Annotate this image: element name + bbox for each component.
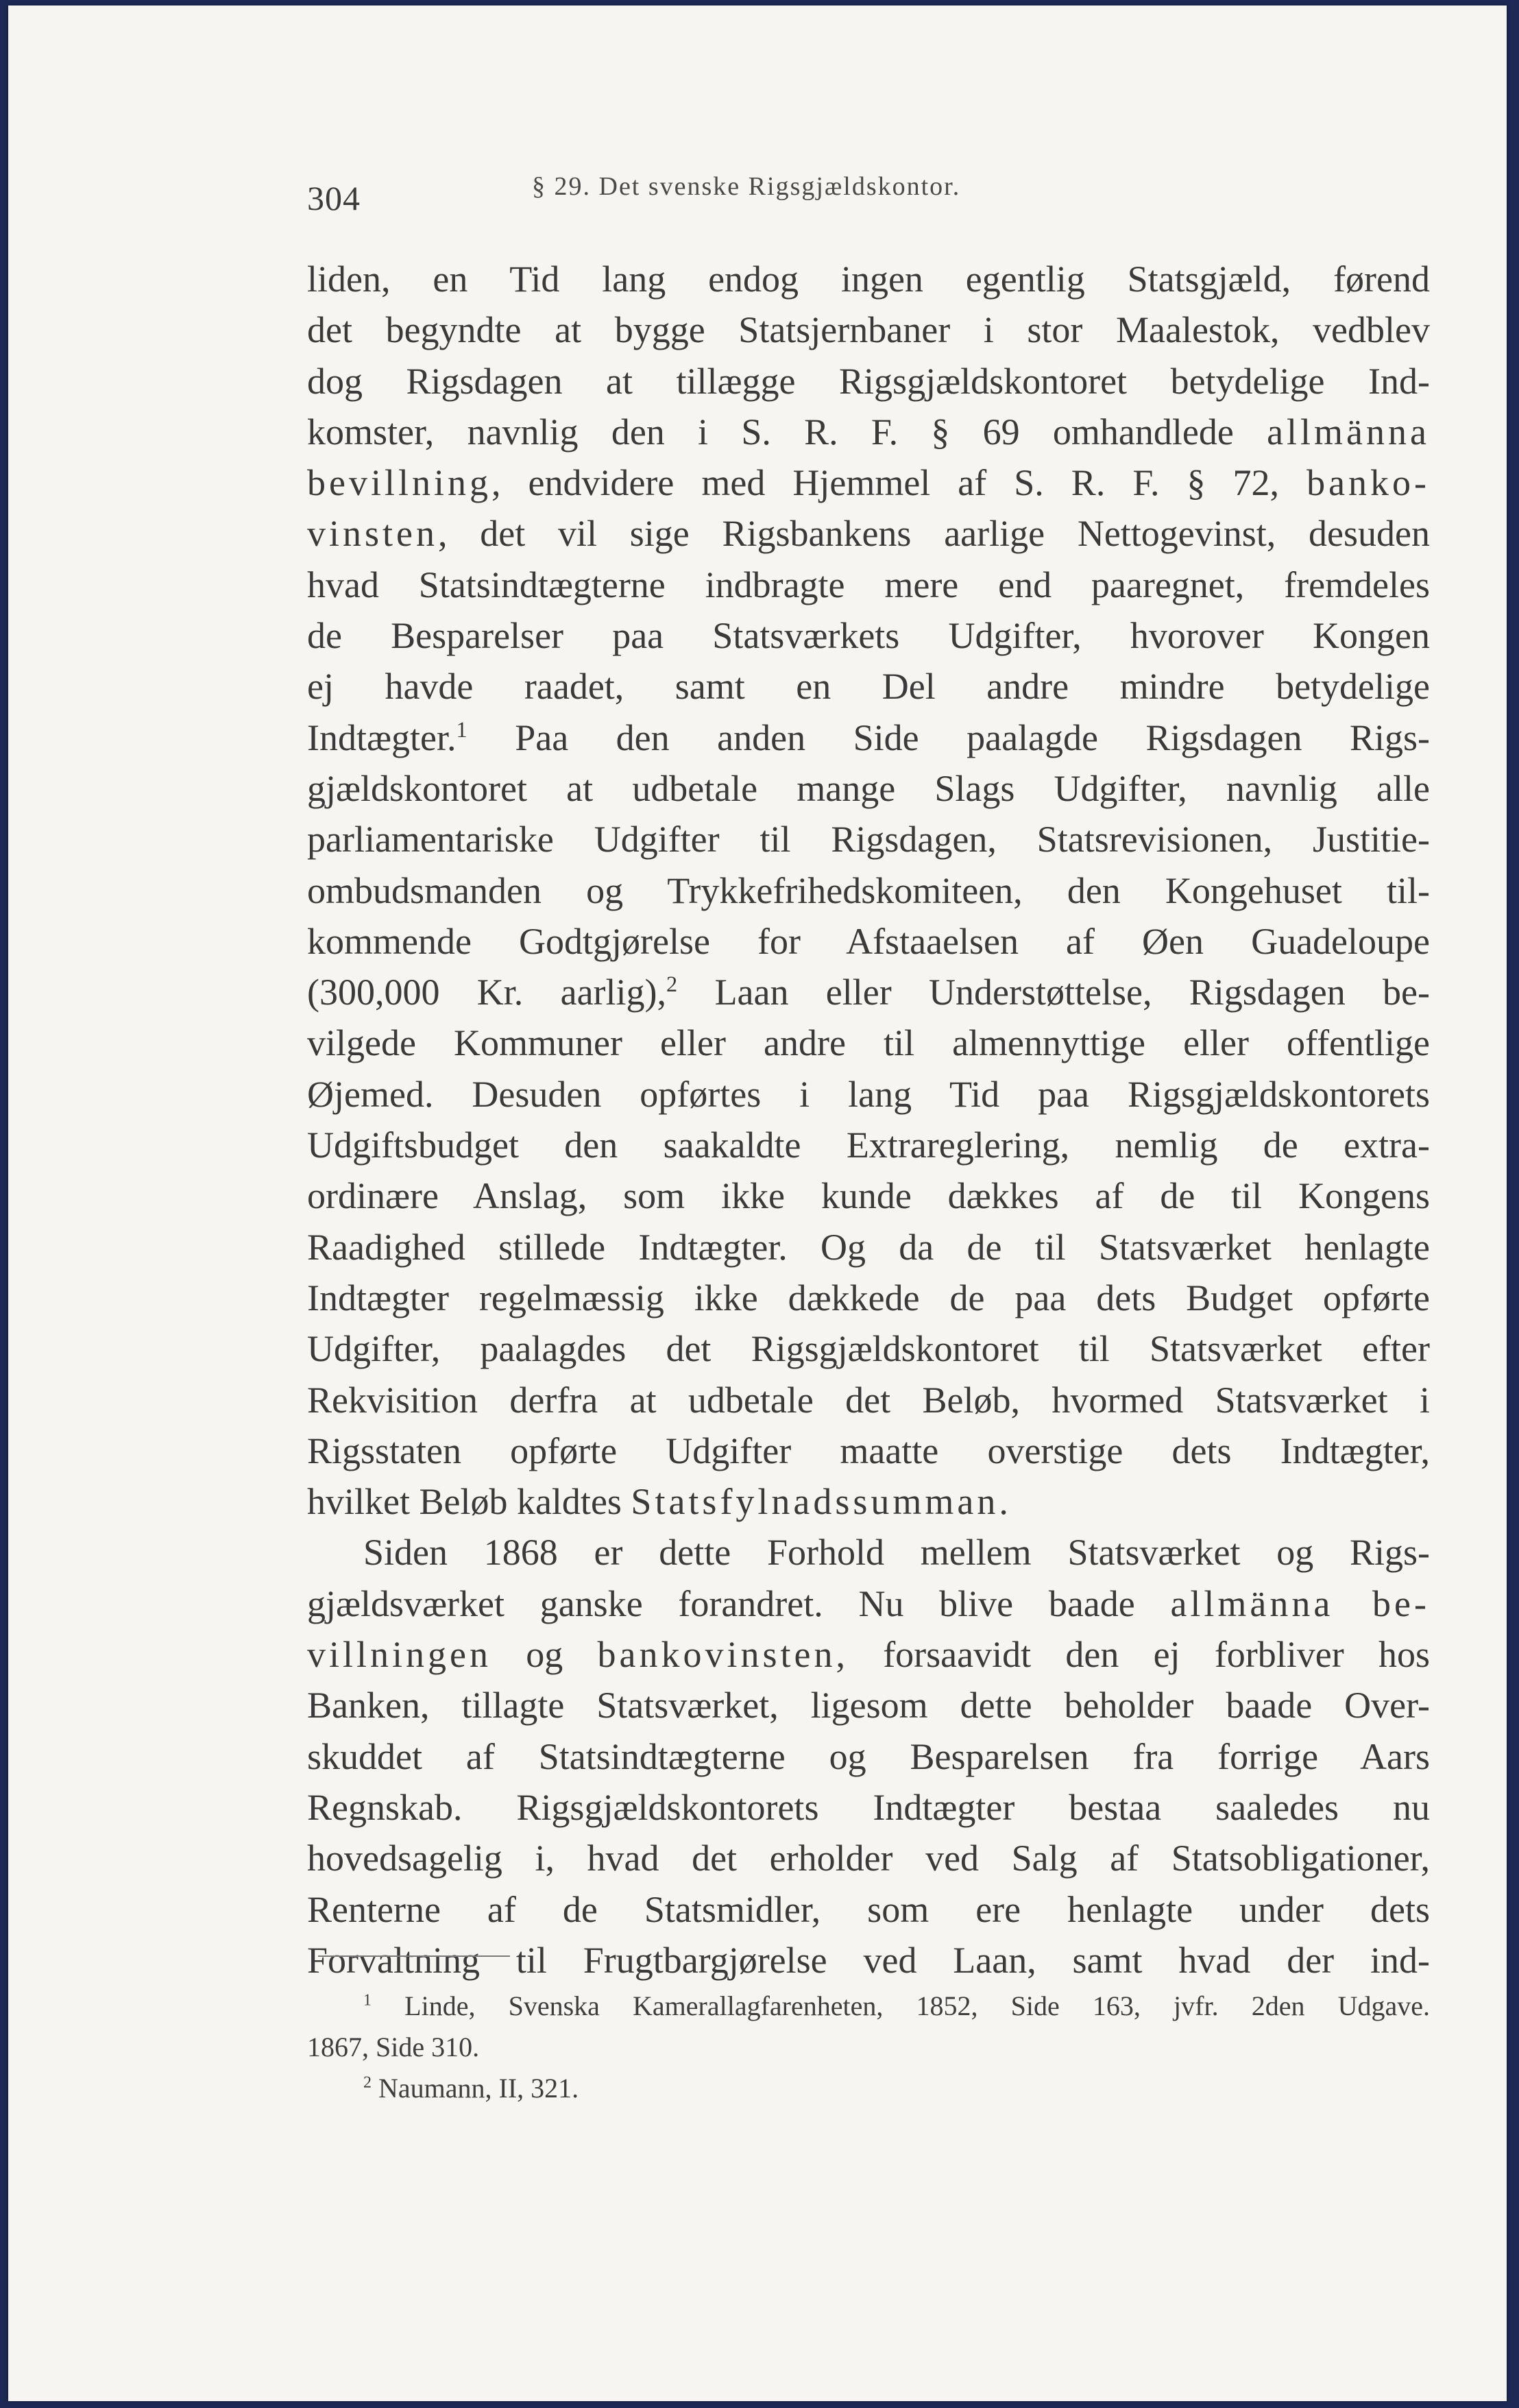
text-line: Udgiftsbudget den saakaldte Extrareglering, nemlig de extra- xyxy=(307,1124,1430,1166)
footnote-2 xyxy=(307,2068,1430,2109)
footnote-text: Linde, Svenska Kamerallagfarenheten, 1852, Side 163, jvfr. 2den Udgave. xyxy=(404,1990,1430,2021)
footnote-1-continued: 1867, Side 310. xyxy=(307,2032,480,2062)
text-segment: Paa den anden Side paalagde Rigsdagen Rigs- xyxy=(515,717,1430,758)
text-segment: Indtægter. xyxy=(307,717,457,758)
text-line: det begyndte at bygge Statsjernbaner i stor Maalestok, vedblev xyxy=(307,309,1430,351)
text-segment: , endvidere med Hjemmel af S. R. F. § 72, xyxy=(491,462,1280,504)
text-line: Raadighed stillede Indtægter. Og da de til Statsværket henlagte xyxy=(307,1226,1430,1268)
text-segment: og xyxy=(526,1634,563,1676)
text-line: vilgede Kommuner eller andre til almennyttige eller offentlige xyxy=(307,1022,1430,1064)
spaced-term: Statsfylnadssumman. xyxy=(631,1481,1012,1523)
text-line xyxy=(307,712,1430,763)
page-number: 304 xyxy=(307,179,361,217)
footnote-text: Naumann, II, 321. xyxy=(378,2073,579,2104)
text-line: de Besparelser paa Statsværkets Udgifter, hvorover Kongen xyxy=(307,615,1430,657)
page-header xyxy=(307,170,1445,218)
text-line: Banken, tillagte Statsværket, ligesom dette beholder baade Over- xyxy=(307,1685,1430,1726)
text-segment: (300,000 Kr. aarlig), xyxy=(307,972,667,1013)
text-line: dog Rigsdagen at tillægge Rigsgjældskontoret betydelige Ind- xyxy=(307,360,1430,402)
text-line: hovedsagelig i, hvad det erholder ved Salg af Statsobligationer, xyxy=(307,1838,1430,1879)
text-line: Forvaltning til Frugtbargjørelse ved Laan, samt hvad der ind- xyxy=(307,1939,1430,1981)
text-segment: forsaavidt den ej forbliver hos xyxy=(883,1634,1430,1676)
footnotes xyxy=(307,1986,1430,2109)
footnote-mark: 1 xyxy=(456,717,467,743)
spaced-term: bevillning xyxy=(307,462,491,504)
spaced-term: banko- xyxy=(1307,462,1431,504)
spaced-term: vinsten xyxy=(307,513,438,555)
text-line: Øjemed. Desuden opførtes i lang Tid paa Rigsgjældskontorets xyxy=(307,1073,1430,1115)
text-line: Indtægter regelmæssig ikke dækkede de paa dets Budget opførte xyxy=(307,1277,1430,1319)
text-segment: , det vil sige Rigsbankens aarlige Nettogevinst, desuden xyxy=(438,513,1430,555)
text-line: Siden 1868 er dette Forhold mellem Statsværket og Rigs- xyxy=(363,1532,1430,1574)
text-line xyxy=(307,457,1430,508)
text-line xyxy=(307,1629,1430,1680)
text-segment: hvilket Beløb kaldtes xyxy=(307,1481,622,1523)
text-segment: komster, navnlig den i S. R. F. § 69 omhandlede xyxy=(307,411,1234,453)
body-text xyxy=(307,254,1430,1986)
text-line xyxy=(307,1476,1430,1527)
text-line: gjældskontoret at udbetale mange Slags Udgifter, navnlig alle xyxy=(307,767,1430,809)
footnote-number: 2 xyxy=(363,2073,372,2092)
text-line: hvad Statsindtægterne indbragte mere end paaregnet, fremdeles xyxy=(307,564,1430,605)
running-head: § 29. Det svenske Rigsgjældskontor. xyxy=(532,172,961,201)
text-line xyxy=(307,508,1430,559)
spaced-term: villningen xyxy=(307,1634,491,1676)
spaced-term: bankovinsten, xyxy=(597,1634,849,1676)
footnote-divider xyxy=(318,1955,510,1957)
spaced-term: allmänna xyxy=(1267,411,1430,453)
text-segment: Laan eller Understøttelse, Rigsdagen be- xyxy=(714,972,1431,1013)
text-line: ej havde raadet, samt en Del andre mindre betydelige xyxy=(307,666,1430,708)
footnote-mark: 2 xyxy=(666,972,678,998)
text-line: parliamentariske Udgifter til Rigsdagen, Statsrevisionen, Justitie- xyxy=(307,819,1430,860)
text-line: Rekvisition derfra at udbetale det Beløb, hvormed Statsværket i xyxy=(307,1379,1430,1421)
footnote-1 xyxy=(307,1986,1430,2027)
text-line: Udgifter, paalagdes det Rigsgjældskontoret til Statsværket efter xyxy=(307,1328,1430,1370)
text-line: skuddet af Statsindtægterne og Besparelsen fra forrige Aars xyxy=(307,1735,1430,1777)
text-line: ombudsmanden og Trykkefrihedskomiteen, den Kongehuset til- xyxy=(307,869,1430,911)
spaced-term: allmänna be- xyxy=(1170,1582,1431,1624)
text-line: Rigsstaten opførte Udgifter maatte overstige dets Indtægter, xyxy=(307,1430,1430,1471)
text-segment: gjældsværket ganske forandret. Nu blive baade xyxy=(307,1582,1135,1624)
text-line: kommende Godtgjørelse for Afstaaelsen af Øen Guadeloupe xyxy=(307,920,1430,962)
document-page xyxy=(8,5,1507,2401)
text-line xyxy=(307,967,1430,1018)
text-line xyxy=(307,407,1430,457)
text-line: ordinære Anslag, som ikke kunde dækkes af de til Kongens xyxy=(307,1175,1430,1217)
text-line: Renterne af de Statsmidler, som ere henlagte under dets xyxy=(307,1888,1430,1930)
text-line: Regnskab. Rigsgjældskontorets Indtægter bestaa saaledes nu xyxy=(307,1786,1430,1828)
footnote-number: 1 xyxy=(363,1991,372,2010)
text-line: liden, en Tid lang endog ingen egentlig Statsgjæld, førend xyxy=(307,258,1430,300)
text-line xyxy=(307,1578,1430,1629)
